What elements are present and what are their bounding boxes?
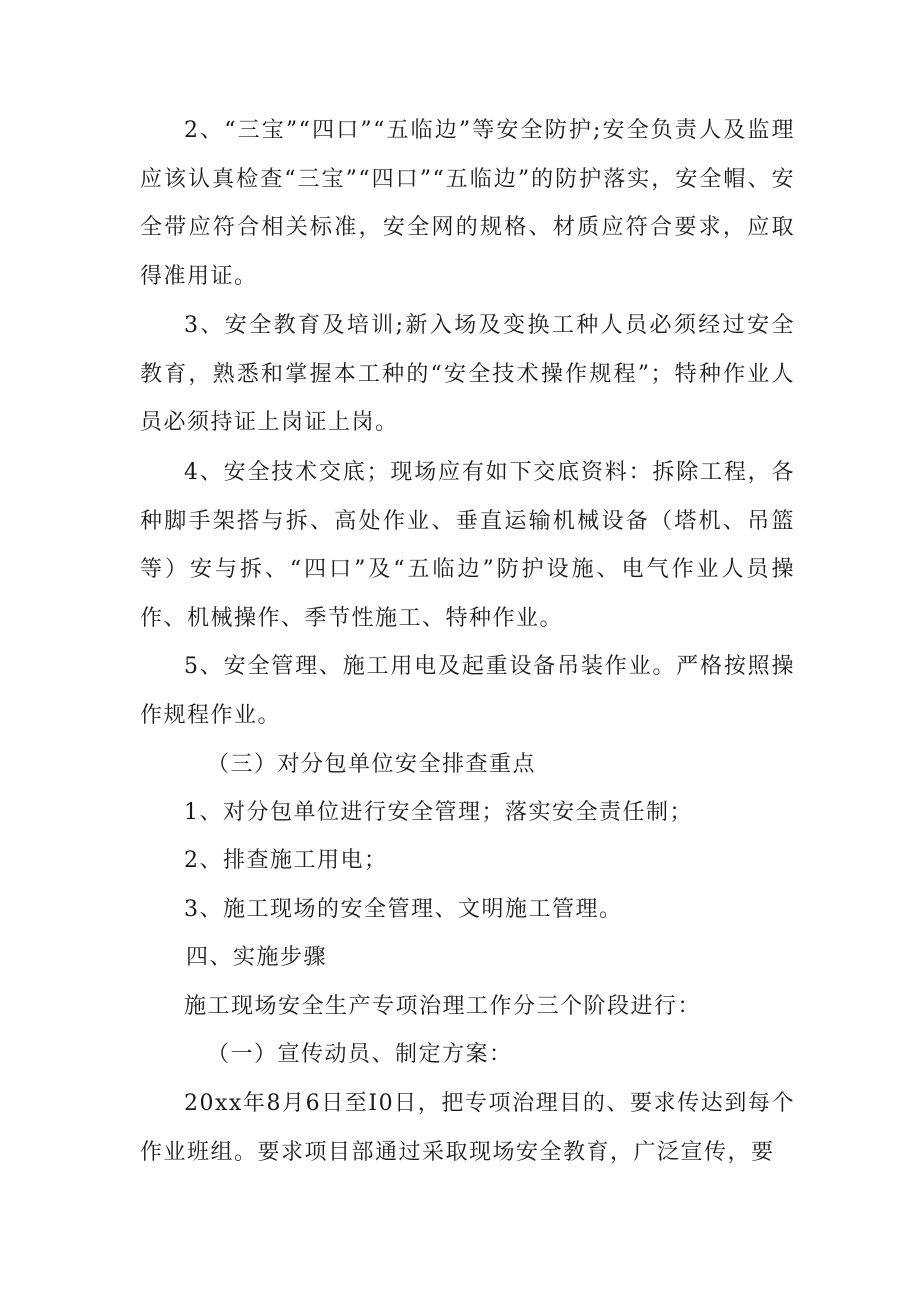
list-item-site-management: 3、施工现场的安全管理、文明施工管理。 bbox=[184, 897, 623, 922]
paragraph-safety-protection: 2、“三宝”“四口”“五临边”等安全防护;安全负责人及监理应该认真检查“三宝”“四口”“五临边”的防护落实，安全帽、安全带应符合相关标准，安全网的规格、材质应符合要求，应取得准用证。 bbox=[140, 118, 795, 289]
list-item-electricity-check: 2、排查施工用电； bbox=[184, 848, 388, 873]
heading-mobilization: （一）宣传动员、制定方案： bbox=[207, 1042, 513, 1067]
paragraph-phases-intro: 施工现场安全生产专项治理工作分三个阶段进行： bbox=[184, 994, 702, 1019]
heading-subcontractor-inspection: （三）对分包单位安全排查重点 bbox=[207, 752, 537, 777]
paragraph-safety-education: 3、安全教育及培训;新入场及变换工种人员必须经过安全教育，熟悉和掌握本工种的“安全技术操作规程”；特种作业人员必须持证上岗证上岗。 bbox=[140, 313, 795, 435]
list-item-subcontractor-management: 1、对分包单位进行安全管理；落实安全责任制； bbox=[184, 800, 693, 825]
section-heading-implementation-steps: 四、实施步骤 bbox=[186, 945, 328, 970]
paragraph-safety-management: 5、安全管理、施工用电及起重设备吊装作业。严格按照操作规程作业。 bbox=[140, 654, 795, 728]
paragraph-technical-briefing: 4、安全技术交底；现场应有如下交底资料：拆除工程，各种脚手架搭与拆、高处作业、垂直运输机械设备（塔机、吊篮等）安与拆、“四口”及“五临边”防护设施、电气作业人员操作、机械操作、季节性施工、特种作业。 bbox=[140, 460, 795, 631]
paragraph-mobilization-details: 20xx年8月6日至I0日，把专项治理目的、要求传达到每个作业班组。要求项目部通过采取现场安全教育，广泛宣传，要 bbox=[140, 1091, 795, 1165]
